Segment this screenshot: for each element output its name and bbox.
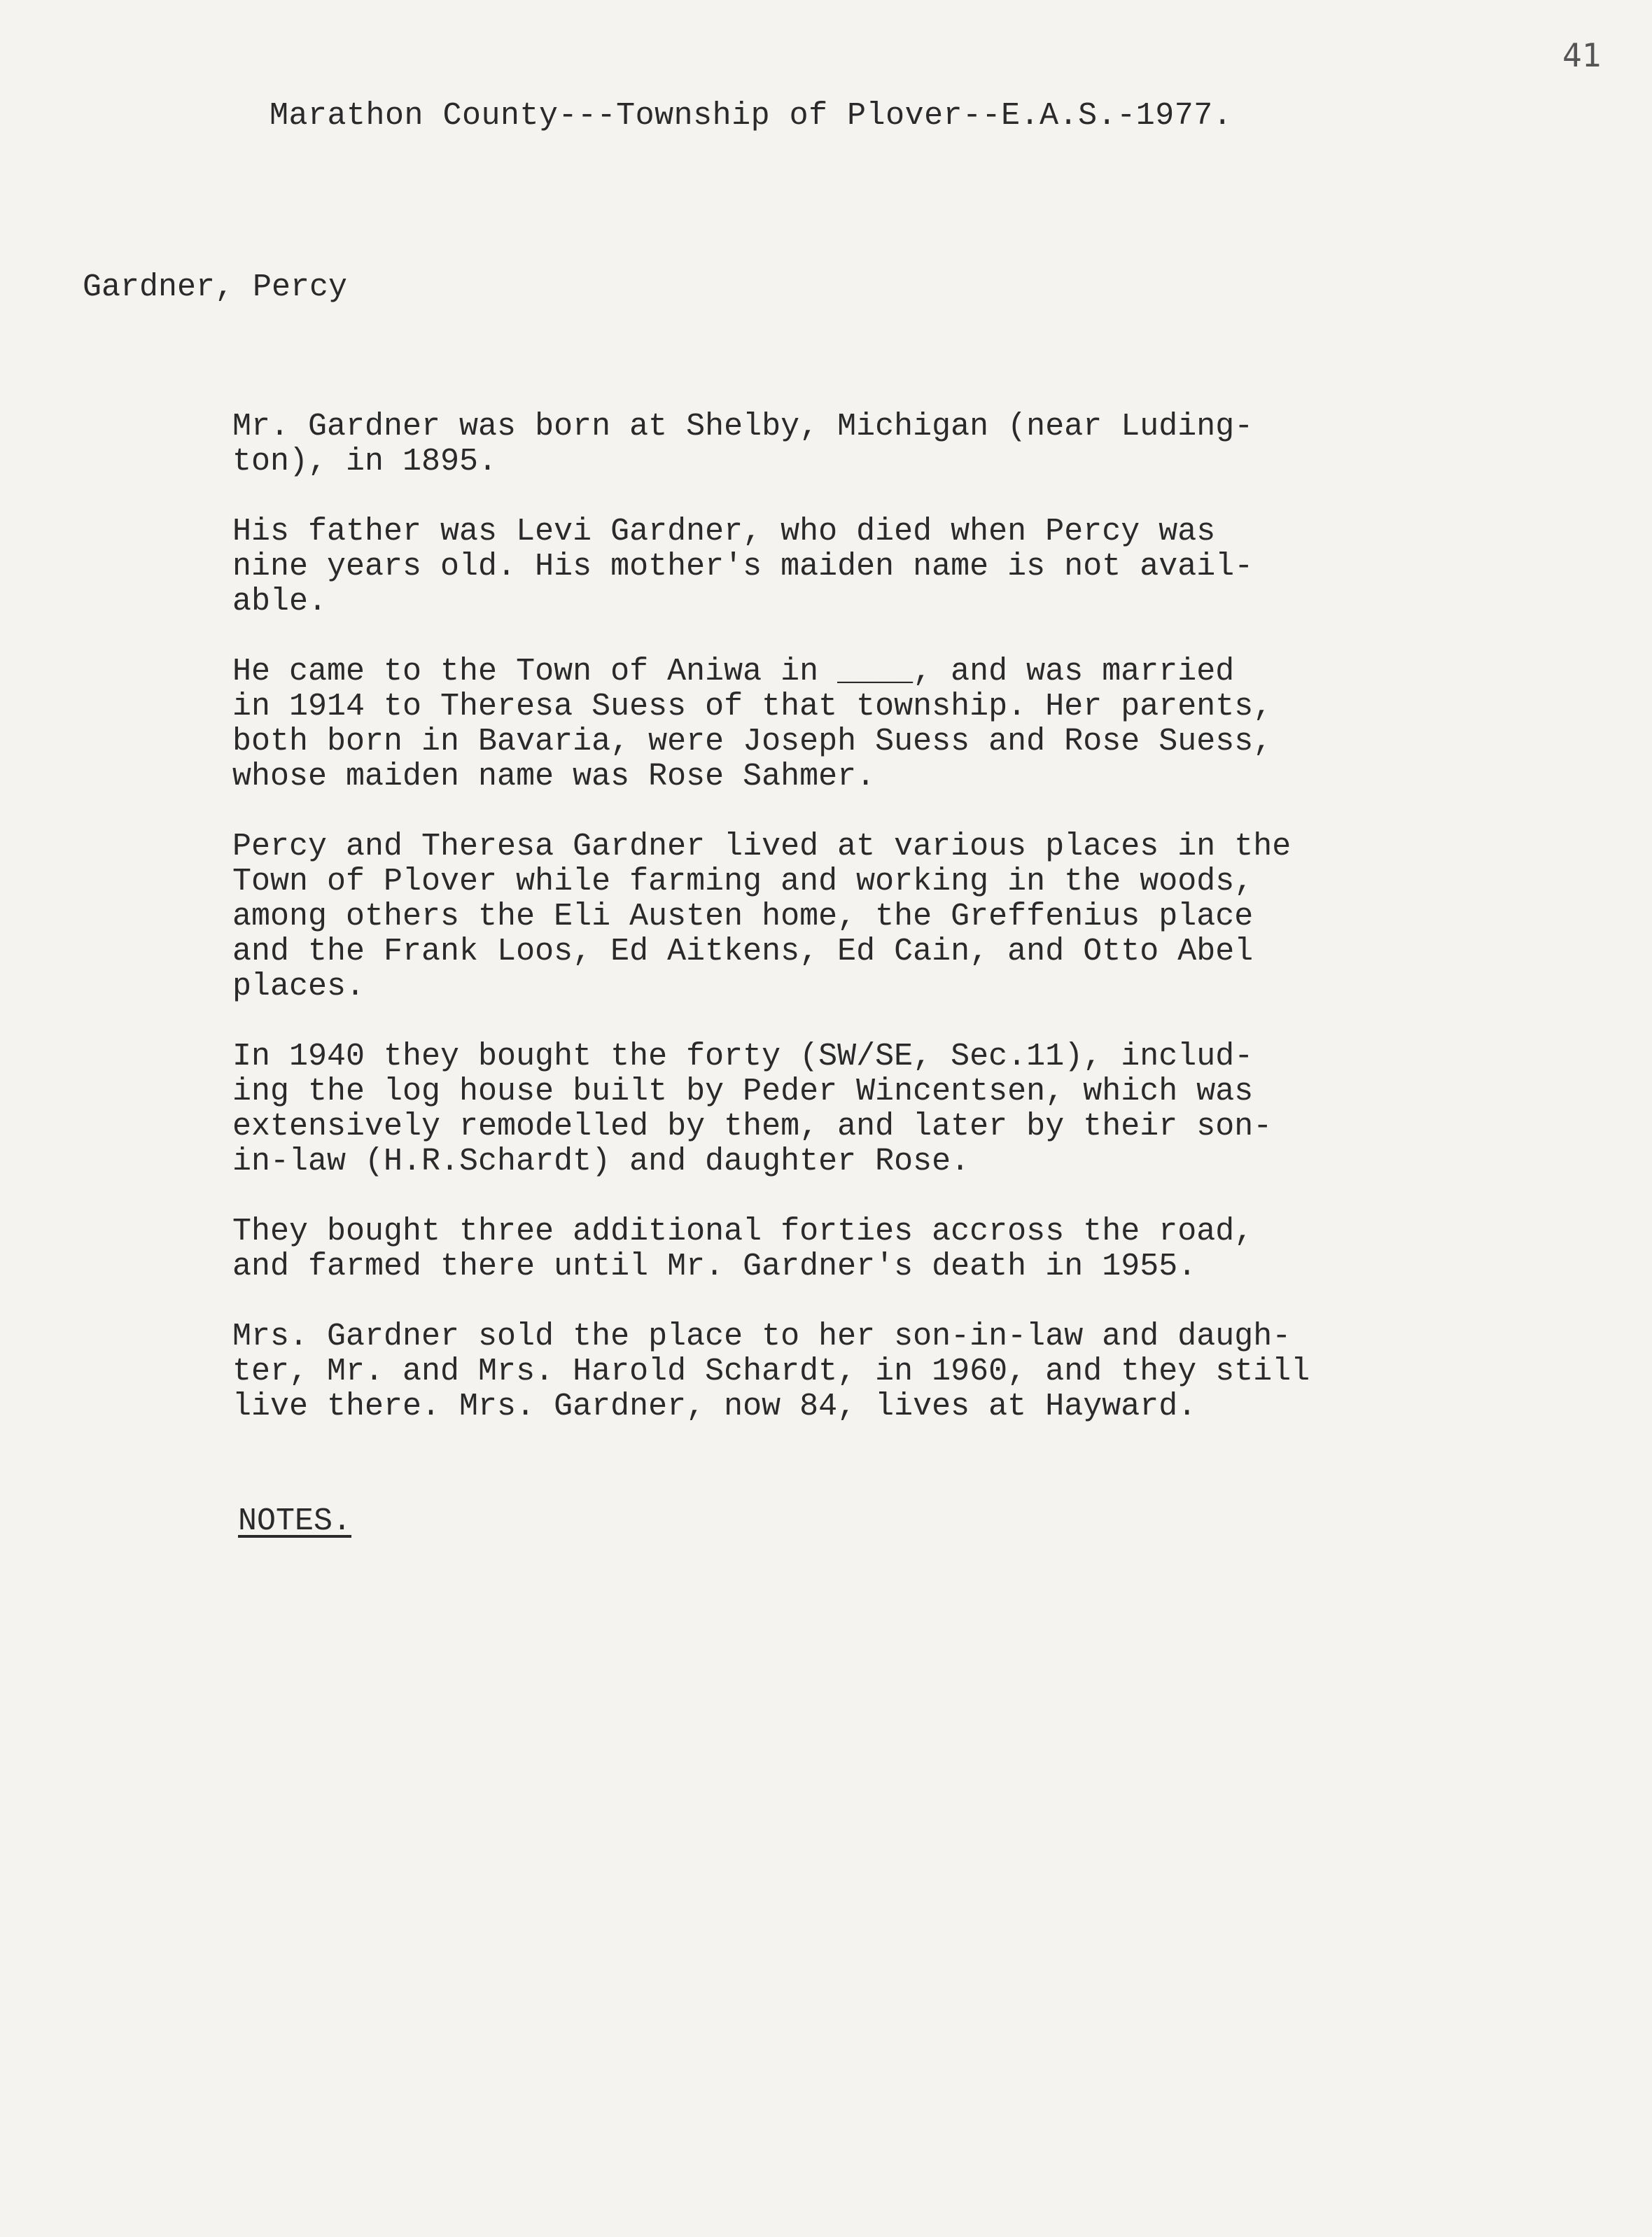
paragraph-farming	[232, 1214, 1562, 1284]
text-line: Mrs. Gardner sold the place to her son-in-law and daugh-	[232, 1319, 1292, 1354]
text-line: in-law (H.R.Schardt) and daughter Rose.	[232, 1144, 970, 1179]
paragraph-marriage	[232, 654, 1562, 794]
text-line: nine years old. His mother's maiden name is not avail-	[232, 549, 1254, 584]
text-line: ing the log house built by Peder Wincentsen, which was	[232, 1074, 1254, 1109]
biography-body	[232, 409, 1562, 1459]
page-header: Marathon County---Township of Plover--E.A.S.-1977.	[270, 98, 1233, 134]
text-line: whose maiden name was Rose Sahmer.	[232, 759, 876, 794]
page-number: 41	[1562, 36, 1602, 74]
paragraph-purchase	[232, 1039, 1562, 1179]
text-line: In 1940 they bought the forty (SW/SE, Sec.11), includ-	[232, 1039, 1254, 1074]
text-line: Mr. Gardner was born at Shelby, Michigan (near Luding-	[232, 409, 1254, 444]
text-line: able.	[232, 584, 328, 619]
text-line: He came to the Town of Aniwa in ____, and was married	[232, 654, 1235, 689]
notes-heading: NOTES.	[238, 1503, 352, 1539]
text-line: live there. Mrs. Gardner, now 84, lives at Hayward.	[232, 1389, 1197, 1424]
paragraph-residences	[232, 829, 1562, 1004]
subject-name: Gardner, Percy	[83, 269, 348, 305]
text-line: in 1914 to Theresa Suess of that township. Her parents,	[232, 689, 1273, 724]
text-line: places.	[232, 969, 365, 1004]
text-line: ton), in 1895.	[232, 444, 498, 479]
text-line: Town of Plover while farming and working in the woods,	[232, 864, 1254, 899]
text-line: among others the Eli Austen home, the Greffenius place	[232, 899, 1254, 934]
text-line: both born in Bavaria, were Joseph Suess and Rose Suess,	[232, 724, 1273, 759]
text-line: His father was Levi Gardner, who died when Percy was	[232, 514, 1216, 549]
paragraph-birth	[232, 409, 1562, 479]
text-line: ter, Mr. and Mrs. Harold Schardt, in 1960, and they still	[232, 1354, 1310, 1389]
text-line: They bought three additional forties accross the road,	[232, 1214, 1254, 1249]
text-line: Percy and Theresa Gardner lived at various places in the	[232, 829, 1292, 864]
text-line: extensively remodelled by them, and later by their son-	[232, 1109, 1273, 1144]
text-line: and farmed there until Mr. Gardner's death in 1955.	[232, 1249, 1197, 1284]
paragraph-sale	[232, 1319, 1562, 1424]
text-line: and the Frank Loos, Ed Aitkens, Ed Cain, and Otto Abel	[232, 934, 1254, 969]
paragraph-parents	[232, 514, 1562, 619]
